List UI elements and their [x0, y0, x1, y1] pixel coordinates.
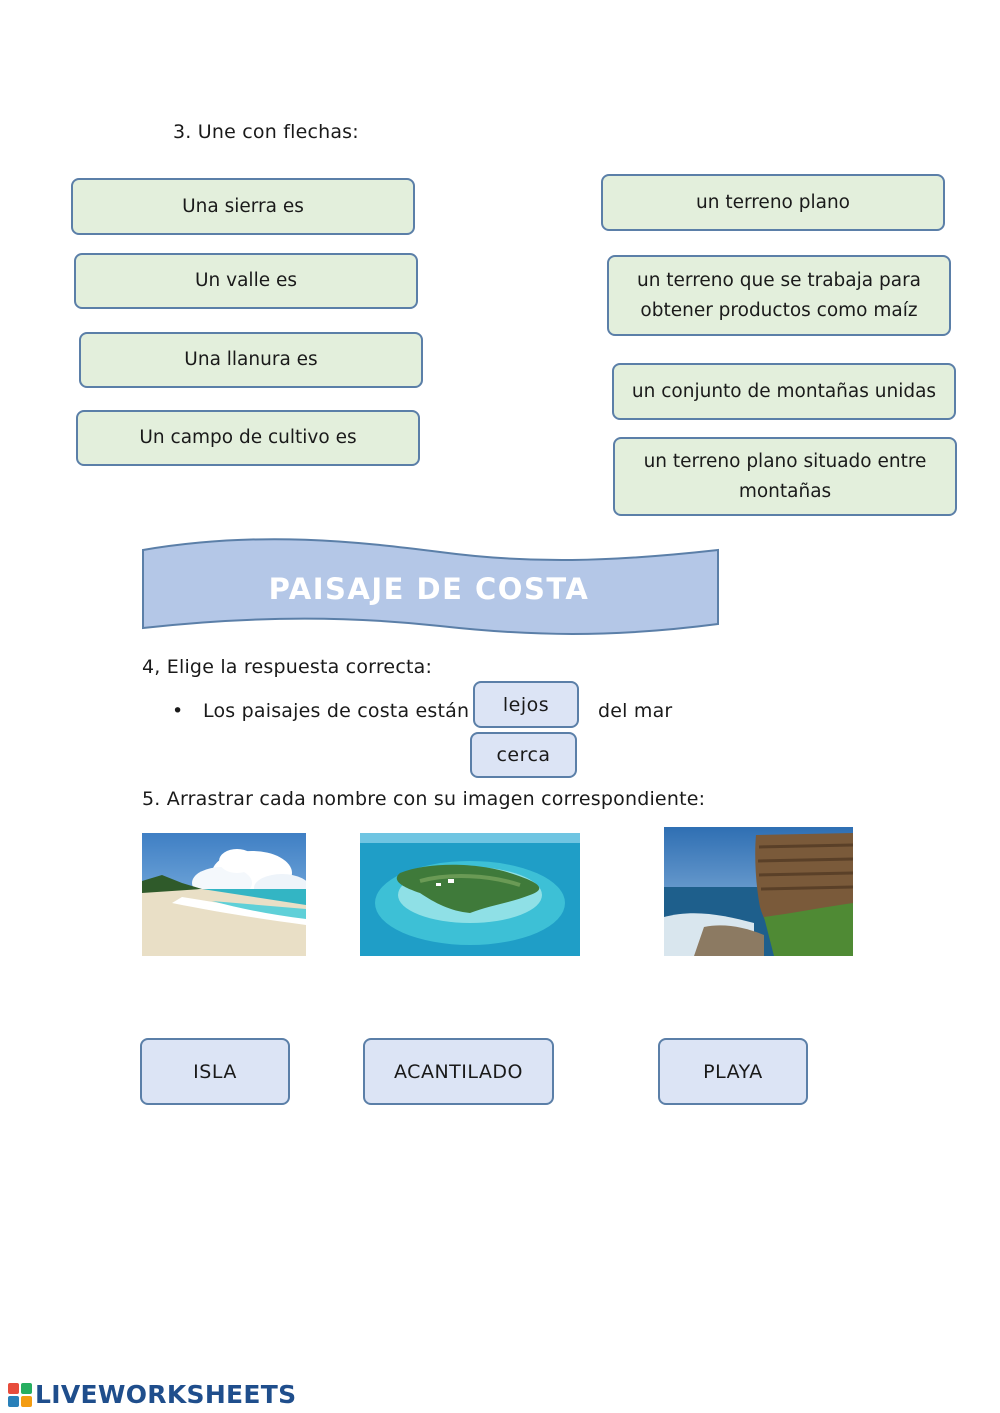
question-5-title: 5. Arrastrar cada nombre con su imagen correspondiente:	[142, 788, 706, 810]
sentence-start: Los paisajes de costa están	[203, 700, 470, 722]
sentence-end: del mar	[598, 700, 673, 722]
option-label: cerca	[496, 744, 551, 766]
label-isla-button[interactable]	[140, 1038, 290, 1105]
question-4-title: 4, Elige la respuesta correcta:	[142, 656, 433, 678]
match-left-valle[interactable]	[74, 253, 418, 309]
match-right-label: un conjunto de montañas unidas	[631, 380, 937, 402]
label-acantilado-button[interactable]	[363, 1038, 554, 1105]
logo-icon	[8, 1383, 32, 1407]
match-right-label-line2: montañas	[738, 480, 832, 502]
cliff-image	[664, 827, 853, 956]
label-text: ISLA	[193, 1060, 237, 1083]
island-image	[360, 833, 580, 956]
match-right-terreno-cultivo[interactable]	[607, 255, 951, 336]
option-lejos-button[interactable]	[473, 681, 579, 728]
match-right-label-line2: obtener productos como maíz	[640, 299, 918, 321]
option-cerca-button[interactable]	[470, 732, 577, 778]
option-label: lejos	[502, 693, 550, 716]
banner-title: PAISAJE DE COSTA	[268, 572, 590, 606]
bullet: •	[172, 700, 184, 722]
match-left-label: Una llanura es	[184, 349, 318, 370]
match-right-terreno-entre-montanas[interactable]	[613, 437, 957, 516]
match-left-label: Una sierra es	[182, 195, 304, 217]
question-3-title: 3. Une con flechas:	[173, 121, 359, 143]
match-right-conjunto-montanas[interactable]	[612, 363, 956, 420]
match-right-label: un terreno plano	[695, 191, 851, 213]
match-right-label-line1: un terreno que se trabaja para	[636, 269, 922, 291]
match-right-label-line1: un terreno plano situado entre	[643, 450, 927, 472]
beach-image	[142, 833, 306, 956]
match-left-sierra[interactable]	[71, 178, 415, 235]
label-text: PLAYA	[703, 1060, 763, 1083]
logo-text: LIVEWORKSHEETS	[35, 1380, 297, 1409]
match-left-label: Un campo de cultivo es	[139, 427, 357, 448]
match-left-campo-cultivo[interactable]	[76, 410, 420, 466]
label-playa-button[interactable]	[658, 1038, 808, 1105]
match-left-label: Un valle es	[195, 270, 297, 291]
match-right-terreno-plano[interactable]	[601, 174, 945, 231]
match-left-llanura[interactable]	[79, 332, 423, 388]
liveworksheets-logo[interactable]	[8, 1380, 296, 1409]
label-text: ACANTILADO	[394, 1060, 523, 1083]
